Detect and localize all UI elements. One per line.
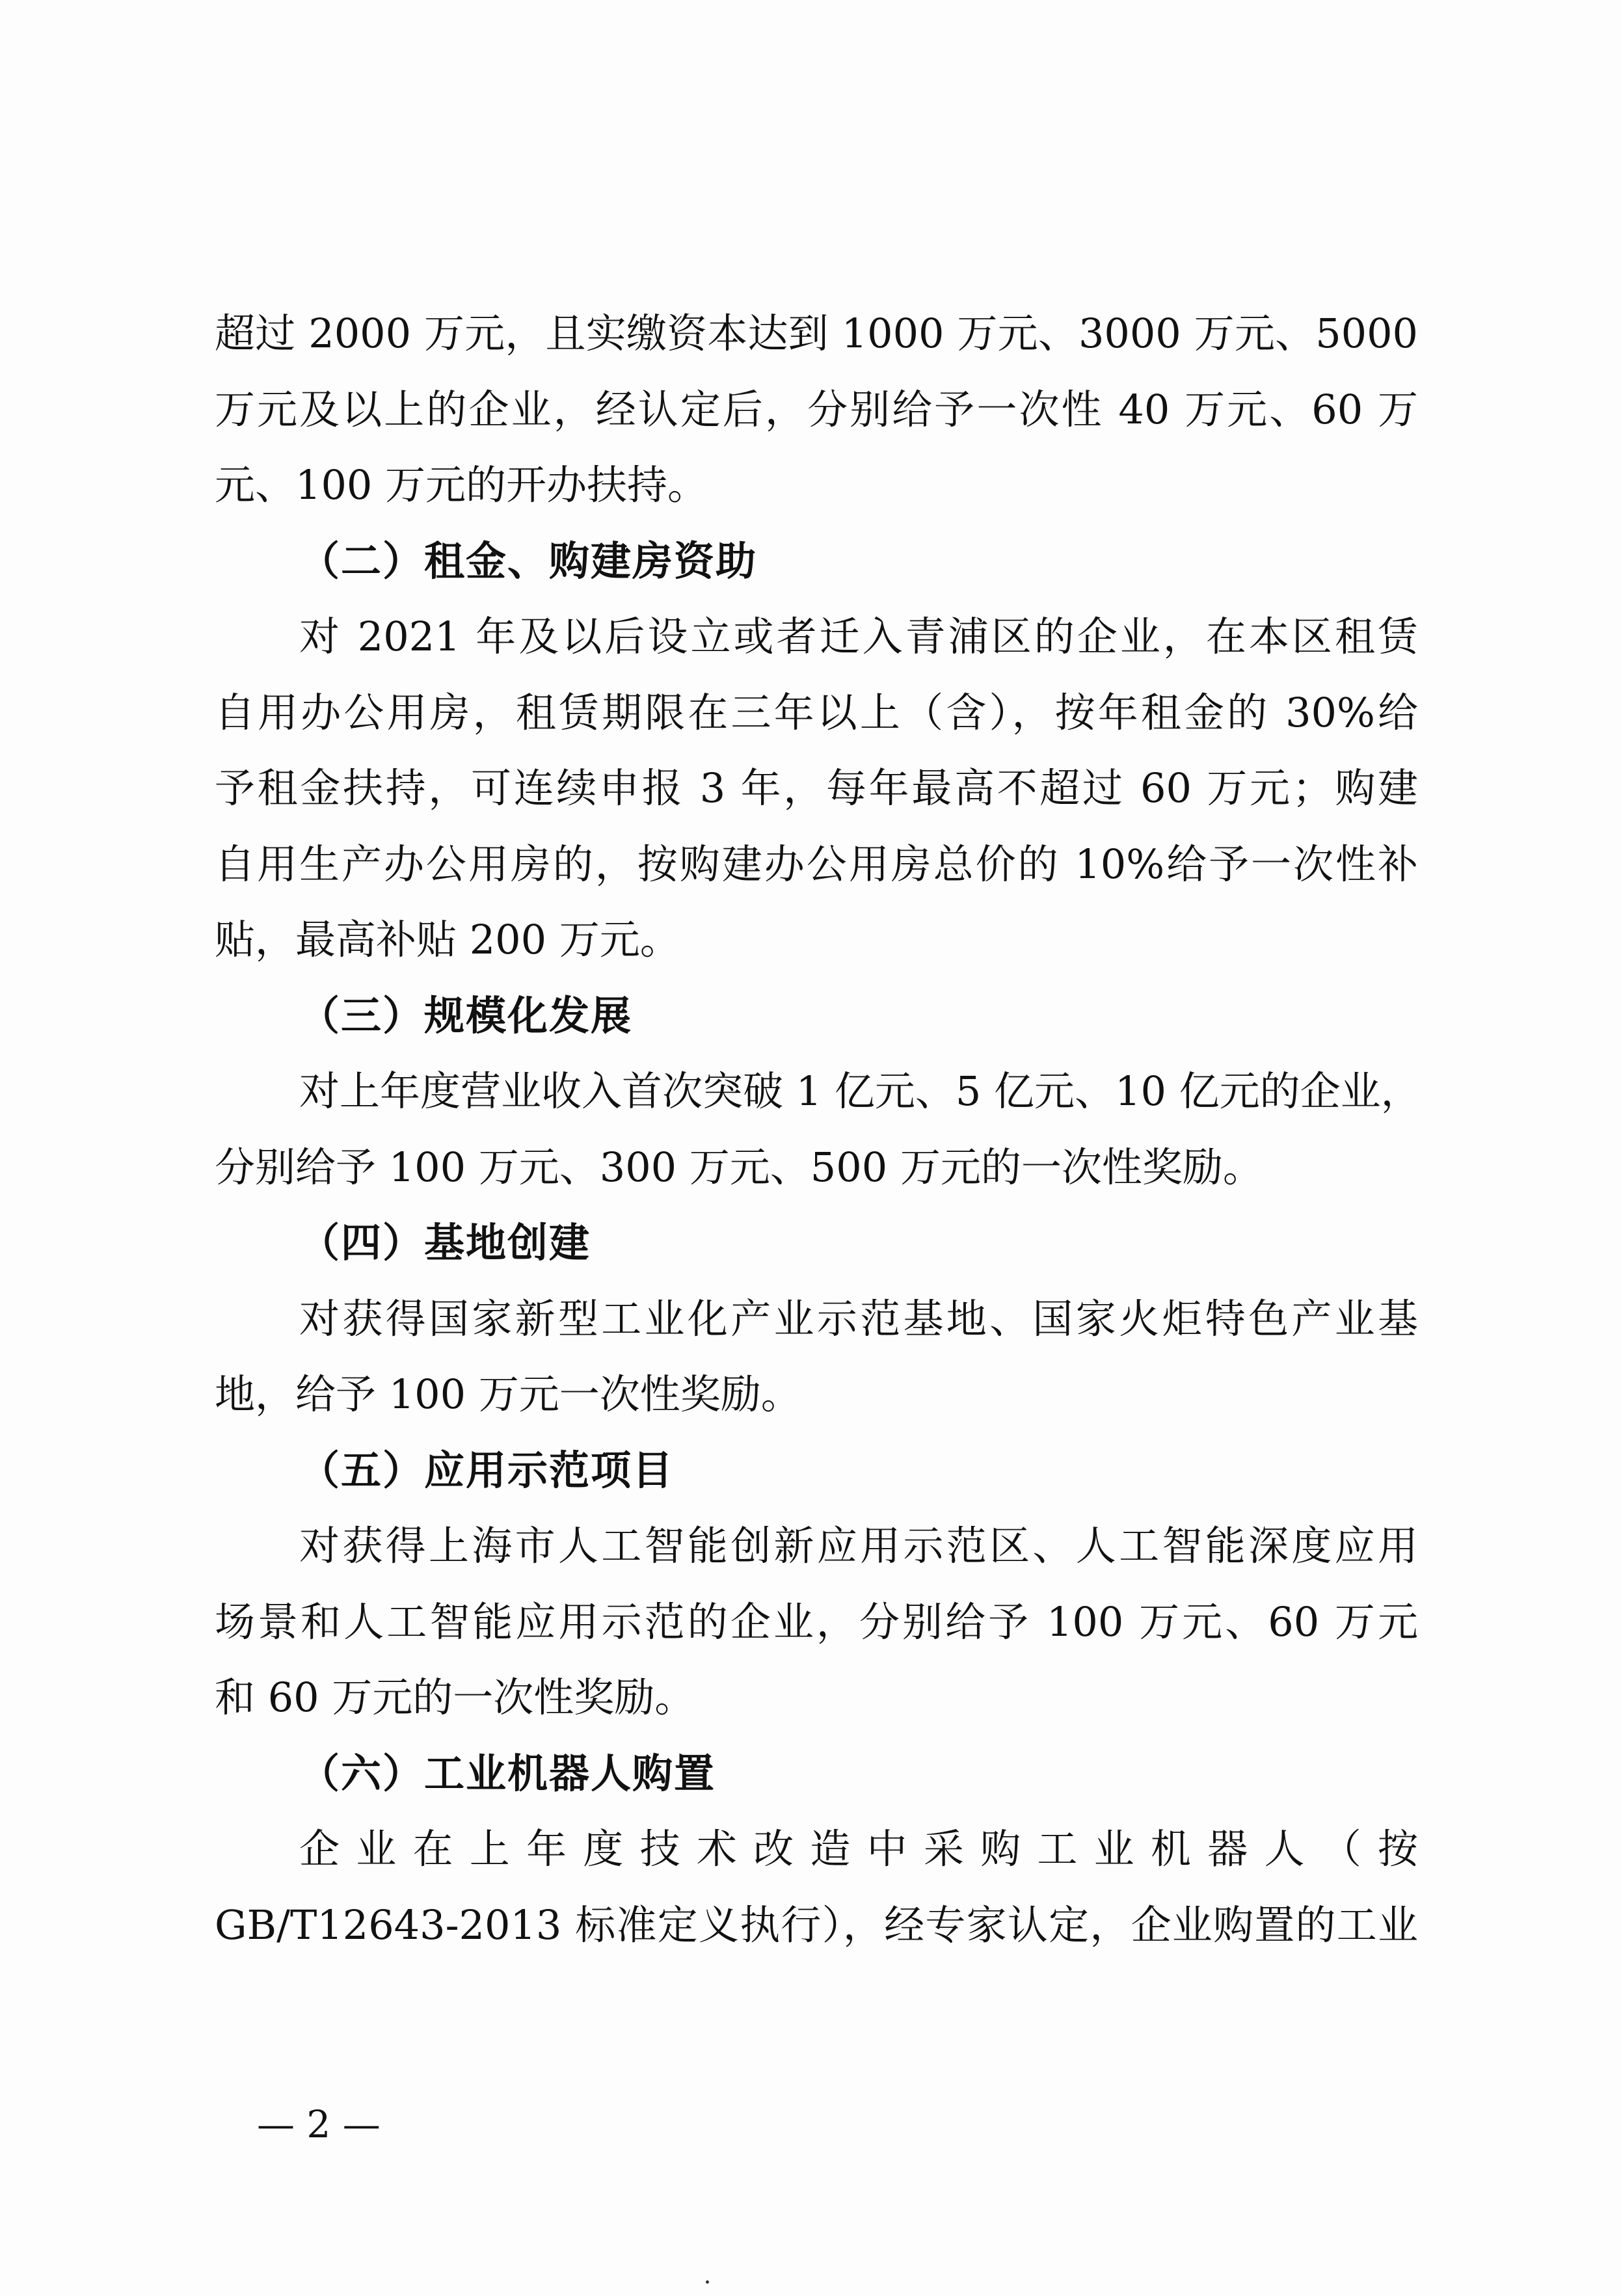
section-heading-base-creation: （四）基地创建 xyxy=(299,1219,591,1266)
paragraph-line: 对上年度营业收入首次突破 1 亿元、5 亿元、10 亿元的企业， xyxy=(299,1067,1421,1115)
paragraph-line: 对获得上海市人工智能创新应用示范区、人工智能深度应用 xyxy=(299,1522,1418,1569)
section-heading-robot-purchase: （六）工业机器人购置 xyxy=(299,1749,716,1797)
paragraph-line: 予租金扶持，可连续申报 3 年，每年最高不超过 60 万元；购建 xyxy=(215,764,1418,812)
section-heading-rent-subsidy: （二）租金、购建房资助 xyxy=(299,537,758,585)
paragraph-line: 自用办公用房，租赁期限在三年以上（含），按年租金的 30%给 xyxy=(215,688,1418,736)
paragraph-line: 贴，最高补贴 200 万元。 xyxy=(215,916,680,963)
paragraph-line: 对 2021 年及以后设立或者迁入青浦区的企业，在本区租赁 xyxy=(299,613,1418,660)
paragraph-line: 万元及以上的企业，经认定后，分别给予一次性 40 万元、60 万 xyxy=(215,385,1418,433)
paragraph-line: 自用生产办公用房的，按购建办公用房总价的 10%给予一次性补 xyxy=(215,840,1418,888)
paragraph-line: 超过 2000 万元，且实缴资本达到 1000 万元、3000 万元、5000 xyxy=(215,310,1418,357)
scan-artifact-dot xyxy=(706,2280,709,2284)
section-heading-demo-projects: （五）应用示范项目 xyxy=(299,1446,675,1494)
page-number: — 2 — xyxy=(257,2102,381,2146)
paragraph-line: 地，给予 100 万元一次性奖励。 xyxy=(215,1370,801,1418)
paragraph-line: 和 60 万元的一次性奖励。 xyxy=(215,1674,695,1721)
paragraph-line: 企业在上年度技术改造中采购工业机器人（按 xyxy=(299,1825,1418,1873)
paragraph-line: 分别给予 100 万元、300 万元、500 万元的一次性奖励。 xyxy=(215,1143,1263,1191)
paragraph-line: 对获得国家新型工业化产业示范基地、国家火炬特色产业基 xyxy=(299,1294,1418,1342)
paragraph-line: GB/T12643-2013 标准定义执行），经专家认定，企业购置的工业 xyxy=(215,1901,1418,1949)
paragraph-line: 场景和人工智能应用示范的企业，分别给予 100 万元、60 万元 xyxy=(215,1597,1418,1646)
document-body xyxy=(215,296,1421,1963)
paragraph-line: 元、100 万元的开办扶持。 xyxy=(215,461,708,509)
section-heading-scale-development: （三）规模化发展 xyxy=(299,991,633,1039)
